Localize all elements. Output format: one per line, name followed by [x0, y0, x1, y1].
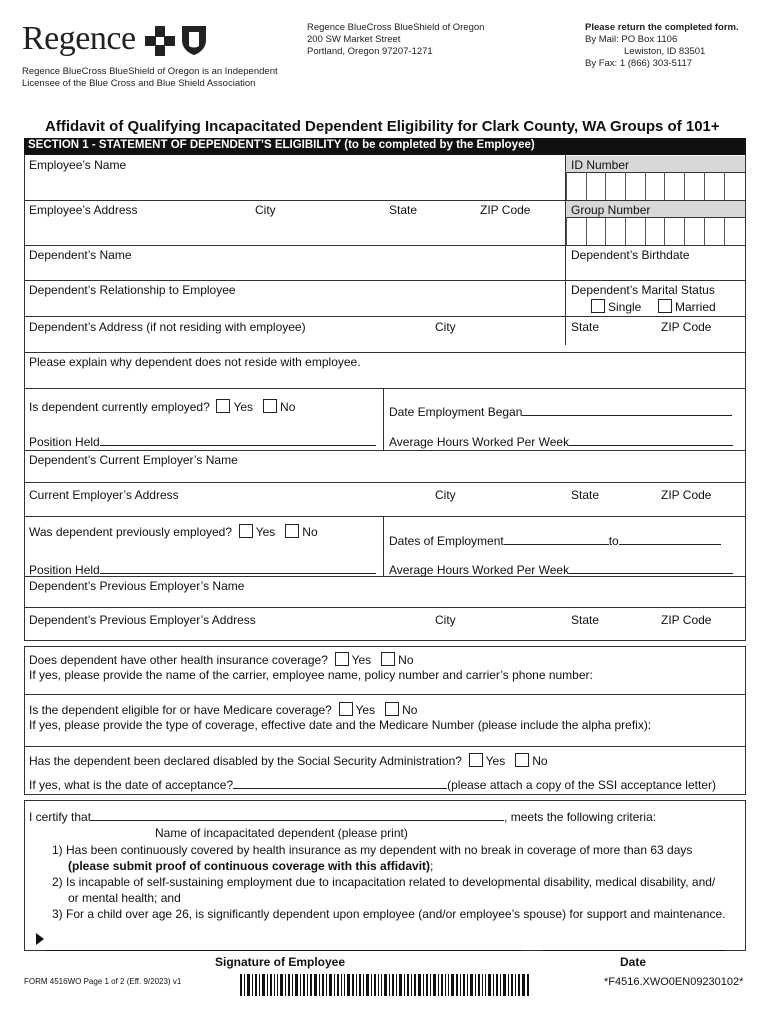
currently-employed-label: Is dependent currently employed?: [29, 400, 210, 414]
other-insurance-field[interactable]: [29, 682, 743, 693]
regence-logo: Regence: [22, 20, 136, 57]
dates-to-field[interactable]: [619, 533, 721, 545]
ssa-yes-checkbox[interactable]: [469, 753, 483, 767]
employee-name-label: Employee’s Name: [29, 158, 127, 172]
yes-label: Yes: [255, 525, 276, 539]
relationship-label: Dependent’s Relationship to Employee: [29, 283, 236, 297]
form-id: FORM 4516WO Page 1 of 2 (Eff. 9/2023) v1: [24, 977, 182, 986]
avg-hours-previous-field[interactable]: [569, 562, 733, 574]
criteria-item-3: 3) For a child over age 26, is significantly dependent upon employee (and/or employee’s spouse) for support and maintenance.: [52, 907, 726, 921]
group-number-label: Group Number: [571, 203, 651, 217]
medicare-field[interactable]: [29, 732, 743, 745]
dates-of-employment-label: Dates of Employment: [389, 534, 504, 548]
explain-label: Please explain why dependent does not reside with employee.: [29, 355, 361, 369]
avg-hours-label: Average Hours Worked Per Week: [389, 563, 570, 577]
dates-of-employment: [389, 533, 721, 548]
criteria-item-1-text: 1) Has been continuously covered by health insurance as my dependent with no break in coverage of more than 63 days: [52, 843, 693, 857]
currently-employed-no-checkbox[interactable]: [263, 399, 277, 413]
sign-here-arrow-icon: [36, 933, 44, 948]
date-employment-began: [389, 404, 732, 419]
no-label: No: [402, 703, 418, 717]
current-employer-zip-label: ZIP Code: [661, 488, 712, 502]
position-held-current-field[interactable]: [100, 434, 376, 446]
date-line[interactable]: [543, 950, 725, 951]
avg-hours-current-field[interactable]: [569, 434, 733, 446]
current-employer-address-label: Current Employer’s Address: [29, 488, 179, 502]
employee-zip-label: ZIP Code: [480, 203, 531, 217]
current-employer-name-label: Dependent’s Current Employer’s Name: [29, 453, 238, 467]
criteria-item-1: [52, 842, 742, 858]
medicare-question: [29, 702, 417, 717]
position-held-previous-field[interactable]: [100, 562, 376, 574]
previously-employed-no-checkbox[interactable]: [285, 524, 299, 538]
fax-line: By Fax: 1 (866) 303-5117: [585, 58, 693, 69]
dates-from-field[interactable]: [504, 533, 609, 545]
barcode-text: *F4516.XWO0EN09230102*: [604, 976, 744, 988]
other-insurance-yes-checkbox[interactable]: [335, 652, 349, 666]
dependent-city-label: City: [435, 320, 456, 334]
certify-line: [29, 809, 656, 824]
ssa-date-label: If yes, what is the date of acceptance?: [29, 778, 234, 792]
date-label: Date: [620, 955, 647, 969]
criteria-item-2-text: 2) Is incapable of self-sustaining employment due to incapacitation related to developmental disability, medical disability, and/: [52, 875, 716, 889]
married-label: Married: [675, 300, 716, 314]
address-line: Portland, Oregon 97207-1271: [307, 46, 433, 57]
previously-employed-label: Was dependent previously employed?: [29, 525, 233, 539]
other-insurance-question: [29, 652, 414, 667]
yes-label: Yes: [233, 400, 254, 414]
previously-employed-question: [29, 524, 318, 539]
previous-employer-address-field[interactable]: [29, 627, 743, 639]
date-employment-began-label: Date Employment Began: [389, 405, 523, 419]
avg-hours-current: [389, 434, 733, 449]
other-insurance-no-checkbox[interactable]: [381, 652, 395, 666]
explain-field[interactable]: [29, 369, 743, 387]
currently-employed-question: [29, 399, 295, 414]
criteria-item-2: [52, 874, 742, 890]
previous-employer-zip-label: ZIP Code: [661, 613, 712, 627]
address-line: 200 SW Market Street: [307, 34, 401, 45]
previous-employer-name-field[interactable]: [29, 593, 743, 606]
id-number-label: ID Number: [571, 158, 630, 172]
yes-label: Yes: [355, 703, 376, 717]
single-label: Single: [608, 300, 642, 314]
criteria-item-1-cont: [52, 858, 742, 874]
signature-label: Signature of Employee: [215, 955, 346, 969]
group-number-field[interactable]: [566, 218, 745, 245]
no-label: No: [532, 754, 548, 768]
other-insurance-label: Does dependent have other health insurance coverage?: [29, 653, 328, 667]
criteria-list: [52, 842, 742, 922]
position-held-label: Position Held: [29, 435, 100, 449]
ssa-question: [29, 753, 548, 768]
return-title: Please return the completed form.: [585, 22, 739, 33]
employee-address-label: Employee’s Address: [29, 203, 138, 217]
dependent-birthdate-label: Dependent’s Birthdate: [571, 248, 690, 262]
no-label: No: [280, 400, 296, 414]
certify-prefix: I certify that: [29, 810, 92, 824]
single-checkbox[interactable]: [591, 299, 605, 313]
previous-employer-state-label: State: [571, 613, 600, 627]
dependent-zip-label: ZIP Code: [661, 320, 712, 334]
dependent-address-field[interactable]: [29, 334, 743, 351]
dependent-birthdate-field[interactable]: [566, 262, 745, 279]
ssa-no-checkbox[interactable]: [515, 753, 529, 767]
name-caption: Name of incapacitated dependent (please print): [155, 826, 408, 840]
ssa-attach-note: (please attach a copy of the SSI acceptance letter): [447, 778, 716, 792]
current-employer-address-field[interactable]: [29, 502, 743, 515]
current-employer-state-label: State: [571, 488, 600, 502]
criteria-item-1-bold: (please submit proof of continuous coverage with this affidavit): [68, 859, 431, 873]
medicare-label: Is the dependent eligible for or have Medicare coverage?: [29, 703, 332, 717]
previously-employed-yes-checkbox[interactable]: [239, 524, 253, 538]
address-line: Regence BlueCross BlueShield of Oregon: [307, 22, 485, 33]
date-employment-began-field[interactable]: [522, 404, 732, 416]
dependent-address-label: Dependent’s Address (if not residing with employee): [29, 320, 306, 334]
return-info: [585, 22, 739, 70]
yes-label: Yes: [351, 653, 372, 667]
current-employer-name-field[interactable]: [29, 467, 743, 481]
certify-suffix: , meets the following criteria:: [504, 810, 657, 824]
licensee-text: Regence BlueCross BlueShield of Oregon is an Independent Licensee of the Blue Cross and Blue Shield Association: [22, 66, 278, 89]
ssa-date-field[interactable]: [233, 777, 447, 789]
criteria-item-2-cont: or mental health; and: [68, 891, 181, 905]
section-1-header: SECTION 1 - STATEMENT OF DEPENDENT’S ELIGIBILITY (to be completed by the Employee): [24, 138, 746, 155]
signature-line[interactable]: [46, 950, 521, 951]
id-number-field[interactable]: [566, 173, 745, 200]
married-checkbox[interactable]: [658, 299, 672, 313]
barcode-icon: [240, 974, 530, 996]
blue-shield-icon: [180, 24, 208, 56]
to-label: to: [608, 534, 619, 548]
dependent-name-field[interactable]: [29, 262, 559, 279]
ssa-disabled-label: Has the dependent been declared disabled by the Social Security Administration?: [29, 754, 462, 768]
position-held-previous: [29, 562, 376, 577]
yes-label: Yes: [485, 754, 506, 768]
mail-line: By Mail: PO Box 1106: [585, 34, 678, 45]
dependent-name-label: Dependent’s Name: [29, 248, 132, 262]
avg-hours-label: Average Hours Worked Per Week: [389, 435, 570, 449]
no-label: No: [398, 653, 414, 667]
previous-employer-name-label: Dependent’s Previous Employer’s Name: [29, 579, 245, 593]
relationship-field[interactable]: [29, 297, 559, 315]
position-held-current: [29, 434, 376, 449]
mail-city-line: Lewiston, ID 83501: [624, 46, 706, 57]
criteria-item-1-end: ;: [430, 859, 434, 873]
previous-employer-city-label: City: [435, 613, 456, 627]
avg-hours-previous: [389, 562, 733, 577]
employee-address-field[interactable]: [29, 218, 559, 243]
current-employer-city-label: City: [435, 488, 456, 502]
dependent-state-label: State: [571, 320, 600, 334]
marital-status-label: Dependent’s Marital Status: [571, 283, 715, 297]
position-held-label: Position Held: [29, 563, 100, 577]
marital-married-option[interactable]: [658, 299, 716, 314]
previous-employer-address-label: Dependent’s Previous Employer’s Address: [29, 613, 256, 627]
oregon-address: [307, 22, 484, 58]
no-label: No: [302, 525, 318, 539]
employee-city-label: City: [255, 203, 276, 217]
incapacitated-dependent-name-field[interactable]: [91, 809, 504, 821]
form-title: Affidavit of Qualifying Incapacitated Dependent Eligibility for Clark County, WA Groups of 101+: [45, 118, 720, 135]
medicare-yes-checkbox[interactable]: [339, 702, 353, 716]
medicare-detail: If yes, please provide the type of coverage, effective date and the Medicare Number (please include the alpha prefix):: [29, 718, 652, 732]
other-insurance-detail: If yes, please provide the name of the carrier, employee name, policy number and carrier’s phone number:: [29, 668, 593, 682]
employee-name-field[interactable]: [29, 173, 559, 198]
blue-cross-icon: [145, 26, 175, 56]
medicare-no-checkbox[interactable]: [385, 702, 399, 716]
employee-state-label: State: [389, 203, 418, 217]
marital-single-option[interactable]: [591, 299, 641, 314]
currently-employed-yes-checkbox[interactable]: [216, 399, 230, 413]
ssa-date-row: [29, 777, 716, 792]
